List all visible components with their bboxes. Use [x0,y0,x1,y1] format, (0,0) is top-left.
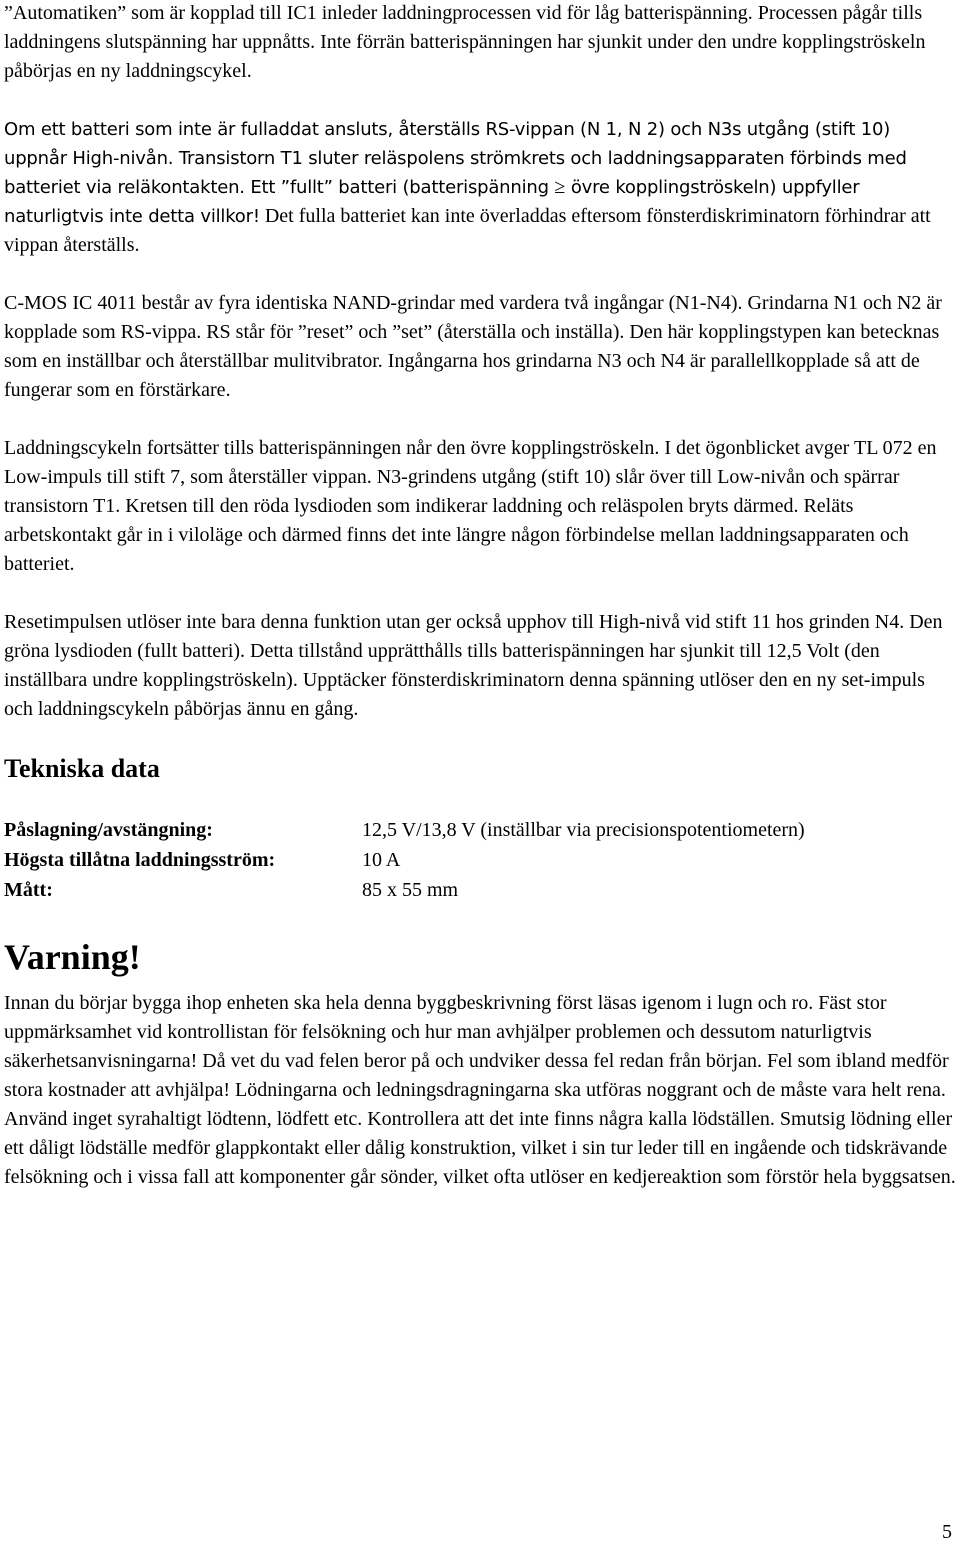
technical-data-heading: Tekniska data [4,754,160,783]
spec-label: Högsta tillåtna laddningsström: [4,849,276,871]
spec-label: Mått: [4,879,53,901]
spec-row [4,875,805,905]
spec-value: 10 A [362,849,401,871]
warning-heading: Varning! [4,937,141,977]
spec-label: Påslagning/avstängning: [4,819,213,841]
technical-data-table [4,815,805,905]
document-page [4,0,956,1221]
spec-row [4,815,805,845]
paragraph-text-sans: Om ett batteri som inte är fulladdat ansluts, återställs RS-vippan (N 1, N 2) och N3s utgång (stift 10) uppnår High-nivån. Transistorn T1 sluter reläspolens strömkrets och laddningsapparaten förbinds med batteriet via reläkontakten. Ett ”fullt” batteri (batterispänning [4,119,907,198]
paragraph-warning-text: Innan du börjar bygga ihop enheten ska hela denna byggbeskrivning först läsas igenom i lugn och ro. Fäst stor uppmärksamhet vid kontrollistan för felsökning och hur man avhjälper problemen och dessutom naturligtvis säkerhetsanvisningarna! Då vet du vad felen beror på och undviker dessa fel redan från början. Fel som ibland medför stora kostnader att avhjälpa! Lödningarna och ledningsdragningarna ska utföras noggrant och de måste vara helt rena. Använd inget syrahaltigt lödtenn, lödfett etc. Kontrollera att det inte finns några kalla lödställen. Smutsig lödning eller ett dåligt lödställe medför glappkontakt eller dålig konstruktion, vilket i sin tur leder till en ingående och tidskrävande felsökning och i vissa fall att komponenter går sönder, vilket ofta utlöser en kedjereaktion som förstör hela byggsatsen. [4,992,956,1188]
paragraph-rs-vippa-reset [4,115,956,260]
spec-value: 85 x 55 mm [362,879,459,901]
spec-row [4,845,805,875]
greater-equal-symbol: ≥ [554,176,566,198]
paragraph-text-sans-2: övre kopplingströskeln) uppfyller naturligtvis inte detta villkor! [4,177,860,227]
spec-value: 12,5 V/13,8 V (inställbar via precisionspotentiometern) [362,819,805,841]
paragraph-automatik: ”Automatiken” som är kopplad till IC1 inleder laddningprocessen vid för låg batterispänning. Processen pågår tills laddningens slutspänning har uppnåtts. Inte förrän batterispänningen har sjunkit under den undre kopplingströskeln påbörjas en ny laddningscykel. [4,2,926,82]
paragraph-resetimpuls: Resetimpulsen utlöser inte bara denna funktion utan ger också upphov till High-nivå vid stift 11 hos grinden N4. Den gröna lysdioden (fullt batteri). Detta tillstånd upprätthålls tills batterispänningen har sjunkit till 12,5 Volt (den inställbara undre kopplingströskeln). Upptäcker fönsterdiskriminatorn denna spänning utlöser den en ny set-impuls och laddningscykeln påbörjas ännu en gång. [4,611,943,720]
paragraph-cmos-ic: C-MOS IC 4011 består av fyra identiska NAND-grindar med vardera två ingångar (N1-N4). Grindarna N1 och N2 är kopplade som RS-vippa. RS står för ”reset” och ”set” (återställa och inställa). Den här kopplingstypen kan betecknas som en inställbar och återställbar mulitvibrator. Ingångarna hos grindarna N3 och N4 är parallellkopplade så att de fungerar som en förstärkare. [4,292,942,401]
paragraph-text-serif: Det fulla batteriet kan inte överladdas eftersom fönsterdiskriminatorn förhindrar att vippan återställs. [4,205,931,256]
paragraph-laddningscykel: Laddningscykeln fortsätter tills batterispänningen når den övre kopplingströskeln. I det ögonblicket avger TL 072 en Low-impuls till stift 7, som återställer vippan. N3-grindens utgång (stift 10) slår över till Low-nivån och spärrar transistorn T1. Kretsen till den röda lysdioden som indikerar laddning och reläspolen bryts därmed. Reläts arbetskontakt går in i viloläge och därmed finns det inte längre någon förbindelse mellan laddningsapparaten och batteriet. [4,437,937,575]
page-number: 5 [942,1521,952,1543]
